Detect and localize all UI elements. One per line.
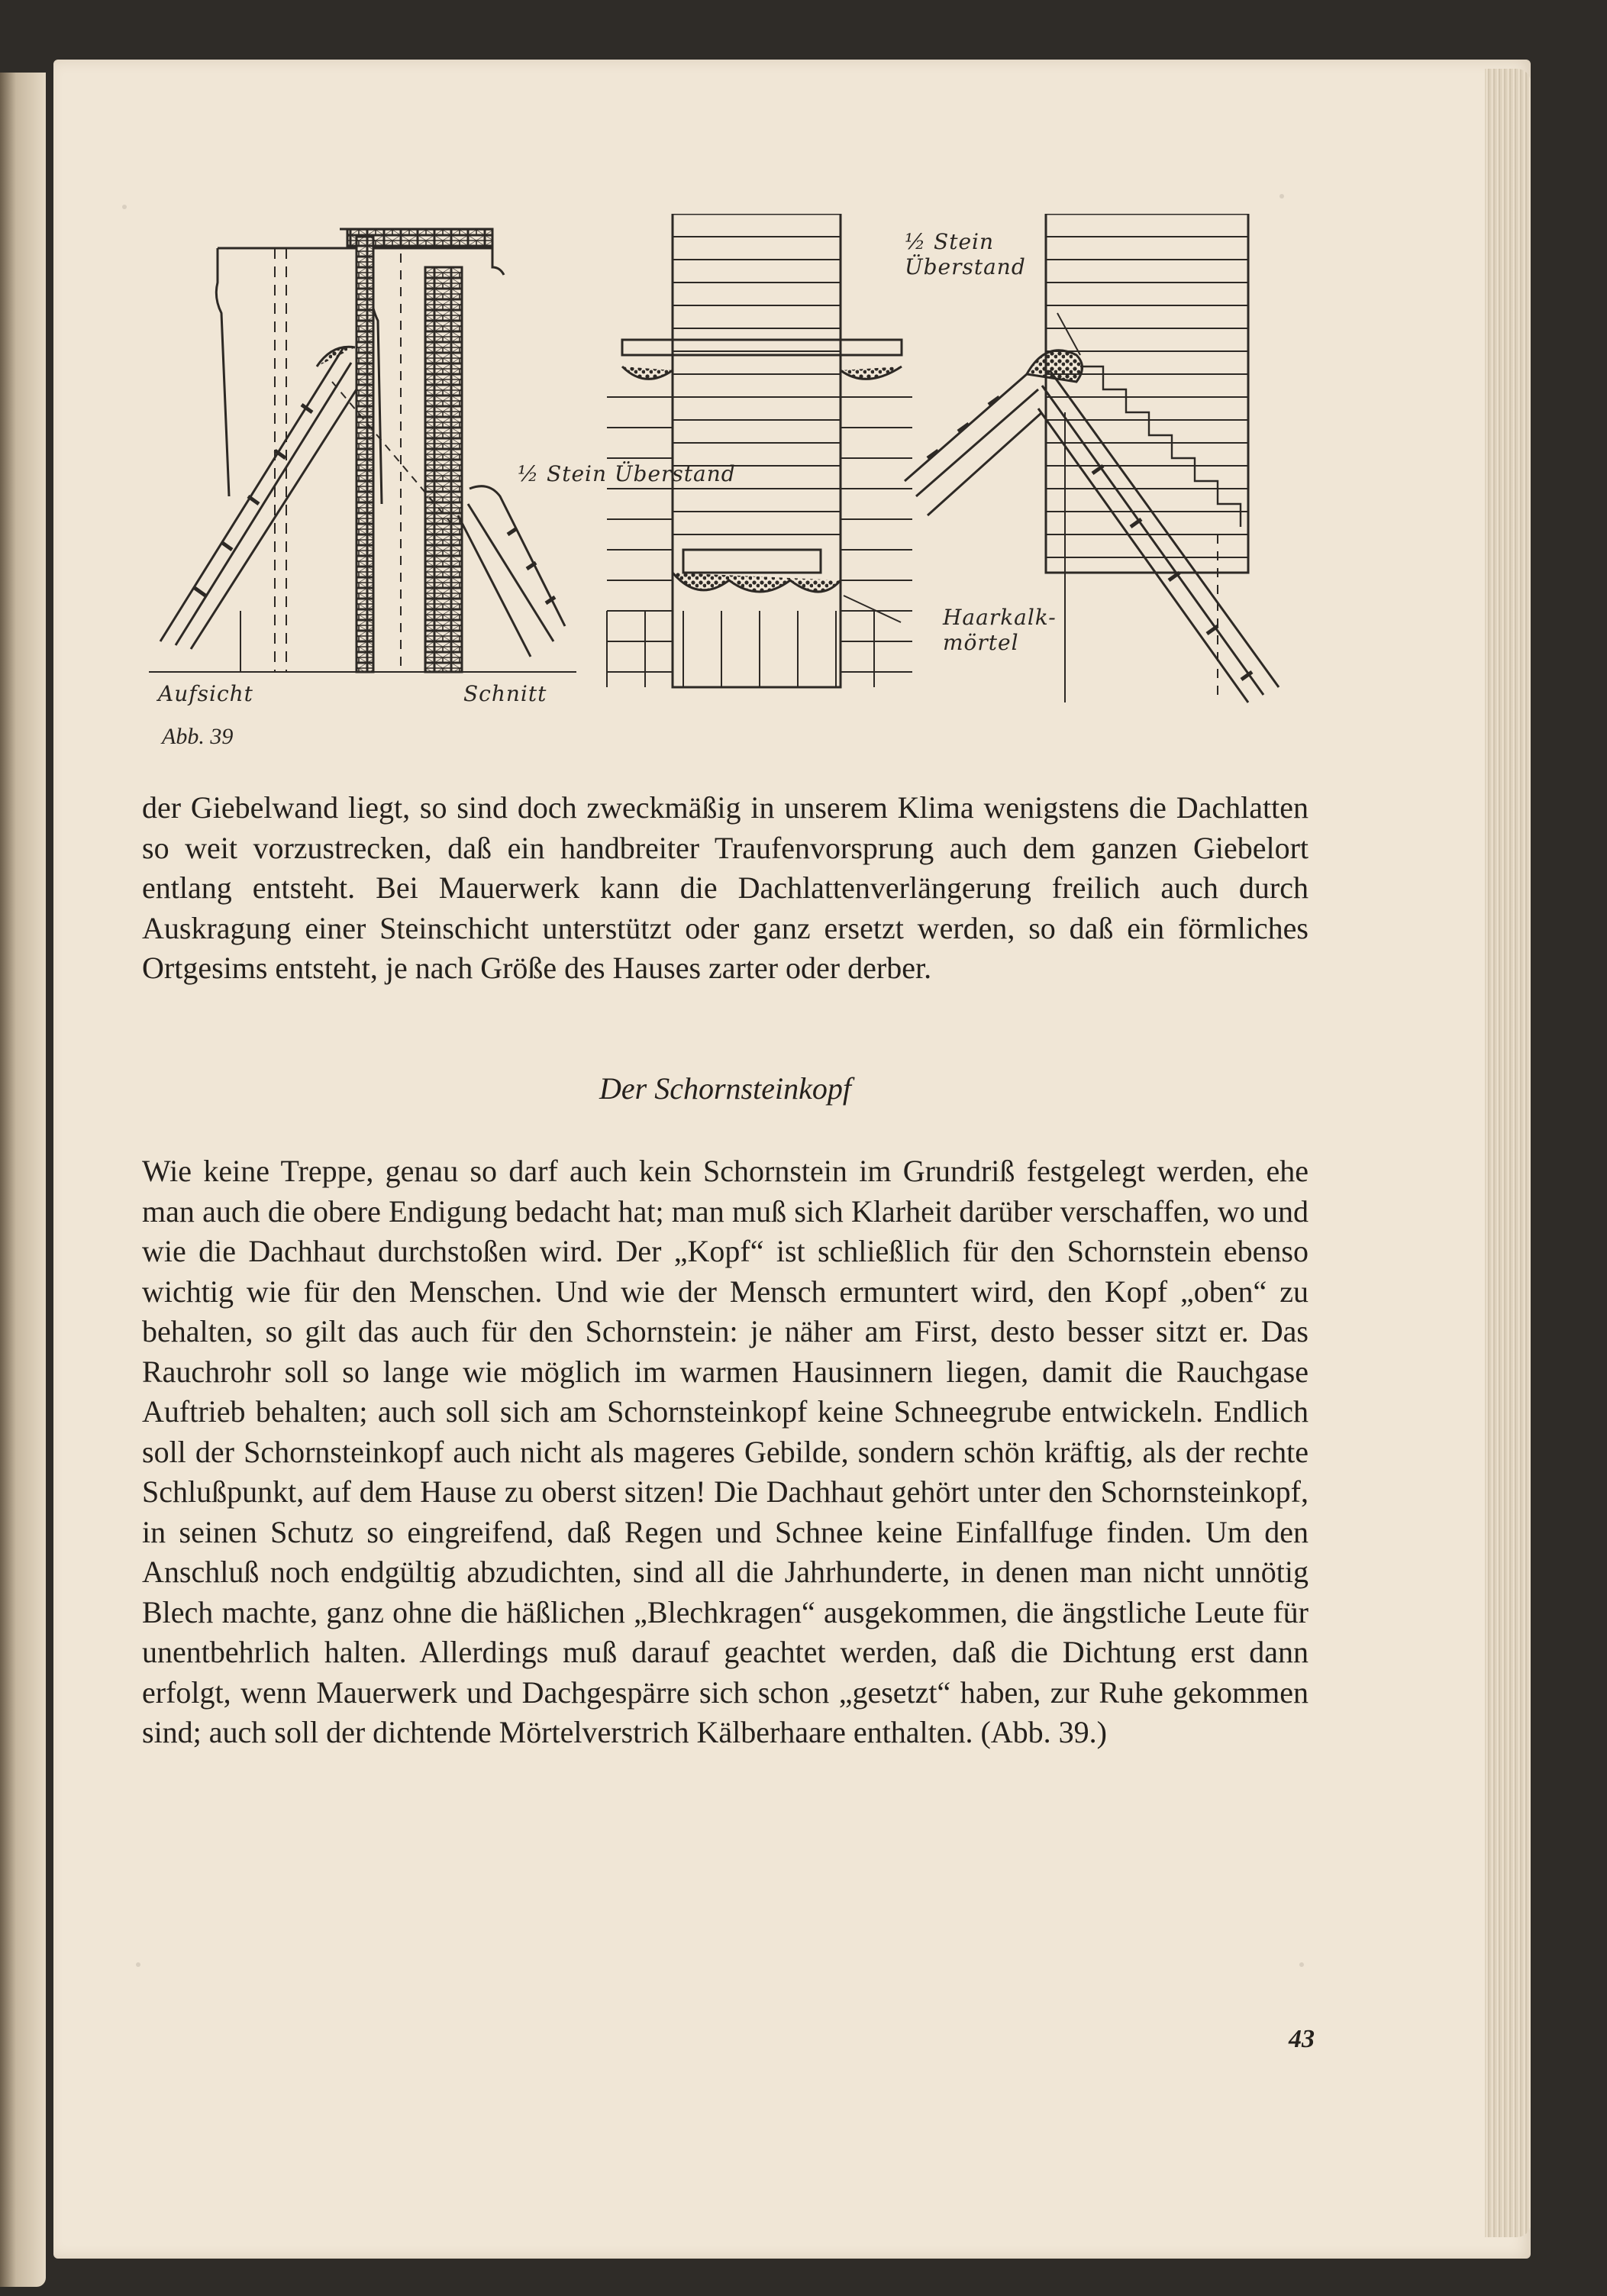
label-mortar: Haarkalk-mörtel <box>943 605 1057 655</box>
left-page-edge <box>0 73 46 2287</box>
paragraph-schornstein <box>142 1151 1309 1753</box>
paragraph-giebelwand <box>142 788 1309 989</box>
paper-speck <box>122 205 127 209</box>
paragraph-1-text: der Giebelwand liegt, so sind doch zweckmäßig in unserem Klima wenigstens die Dachlatten so weit vorzustrecken, daß ein handbreiter Traufenvorsprung auch dem ganzen Giebelort entlang entsteht. Bei Mauerwerk kann die Dachlattenverlängerung freilich auch durch Auskragung einer Steinschicht unterstützt oder ganz ersetzt werden, so daß ein förmliches Ortgesims entsteht, je nach Größe des Hauses zarter oder derber. <box>142 790 1309 985</box>
page-number: 43 <box>1289 2025 1315 2053</box>
page-stack-edge <box>1485 69 1531 2237</box>
paper-speck <box>1279 194 1284 199</box>
drawing-left-elevation <box>149 229 576 672</box>
label-schnitt: Schnitt <box>463 681 547 706</box>
drawing-middle-elevation <box>607 214 912 687</box>
paragraph-2-text: Wie keine Treppe, genau so darf auch kein Schornstein im Grundriß festgelegt werden, ehe man auch die obere Endigung bedacht hat; man muß sich Klarheit darüber verschaffen, wo und wie die Dachhaut durchstoßen wird. Der „Kopf“ ist schließlich für den Schornstein ebenso wichtig wie für den Menschen. Und wie der Mensch ermuntert wird, den Kopf „oben“ zu behalten, so gilt das auch für den Schornstein: je näher am First, desto besser sitzt er. Das Rauchrohr soll so lange wie möglich im warmen Hausinnern liegen, damit die Rauchgase Auftrieb behalten; auch soll sich am Schornsteinkopf keine Schneegrube entwickeln. Endlich soll der Schornsteinkopf auch nicht als mageres Gebilde, sondern schön kräftig, als der rechte Schlußpunkt, auf dem Hause zu oberst sitzen! Die Dachhaut gehört unter den Schornsteinkopf, in seinen Schutz so eingreifend, daß Regen und Schnee keine Einfallfuge finden. Um den Anschluß noch endgültig abzudichten, sind all die Jahrhunderte, in denen man nicht unnötig Blech machte, ganz ohne die häßlichen „Blechkragen“ ausgekommen, die ängstliche Leute für unentbehrlich halten. Allerdings muß darauf geachtet werden, daß die Dichtung erst dann erfolgt, wenn Mauerwerk und Dachgespärre sich schon „gesetzt“ haben, zur Ruhe gekommen sind; auch soll der dichtende Mörtelverstrich Kälberhaare enthalten. (Abb. 39.) <box>142 1154 1309 1749</box>
paper-speck <box>136 1962 140 1967</box>
figure-caption: Abb. 39 <box>162 724 234 749</box>
chimney-drawing-svg <box>149 214 1325 764</box>
figure-chimney-drawing <box>149 214 1325 764</box>
label-aufsicht: Aufsicht <box>158 681 253 706</box>
label-half-stone-right: ½ Stein Überstand <box>905 229 1026 279</box>
section-heading: Der Schornsteinkopf <box>599 1071 851 1106</box>
label-half-stone-left: ½ Stein Überstand <box>518 461 736 486</box>
paper-speck <box>1299 1962 1304 1967</box>
